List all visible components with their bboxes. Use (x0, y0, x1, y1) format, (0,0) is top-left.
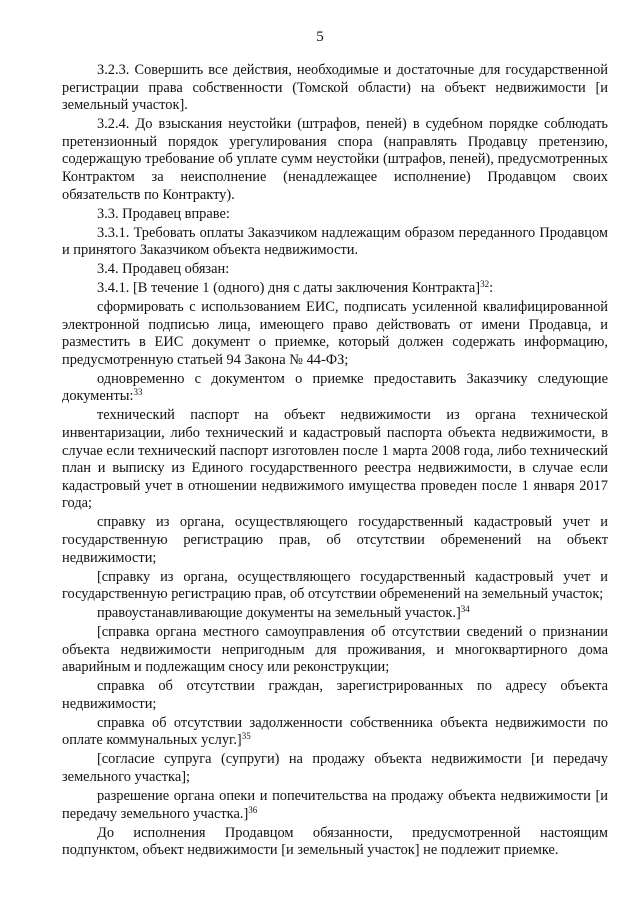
footnote-ref: 35 (241, 731, 251, 742)
paragraph-text: правоустанавливающие документы на земельный участок.] (97, 605, 461, 622)
paragraph-text: 3.2.3. Совершить все действия, необходимые и достаточные для государственной регистрации права собственности (Томской области) на объект недвижимости [и земельный участок]. (62, 62, 608, 114)
paragraph-spravka-land (62, 569, 608, 604)
paragraph-text: 3.4.1. [В течение 1 (одного) дня с даты заключения Контракта] (97, 280, 481, 297)
paragraph-3-4 (62, 261, 608, 279)
paragraph-text: 3.3.1. Требовать оплаты Заказчиком надлежащим образом переданного Продавцом и принятого Заказчиком объекта недвижимости. (62, 224, 608, 259)
paragraph-text: 3.2.4. До взыскания неустойки (штрафов, пеней) в судебном порядке соблюдать претензионный порядок урегулирования спора (направлять Продавцу претензию, содержащую требование об уплате сумм неустойки (штрафов, пеней), предусмотренных Контрактом за неисполнение (ненадлежащее исполнение) Продавцом своих обязательств по Контракту). (62, 116, 608, 203)
paragraph-techpass (62, 407, 608, 513)
paragraph-3-4-1 (62, 280, 608, 298)
paragraph-3-3 (62, 206, 608, 224)
paragraph-zadolzh (62, 715, 608, 750)
footnote-ref: 34 (460, 604, 470, 615)
document-body (62, 62, 608, 861)
paragraph-do-isp (62, 825, 608, 860)
paragraph-text: справка об отсутствии задолженности собственника объекта недвижимости по оплате коммунальных услуг.] (62, 714, 608, 749)
paragraph-pravo (62, 605, 608, 623)
footnote-ref: 32 (480, 279, 490, 290)
paragraph-3-2-3 (62, 62, 608, 115)
paragraph-text: 3.3. Продавец вправе: (97, 205, 230, 222)
paragraph-text: 3.4. Продавец обязан: (97, 261, 230, 278)
footnote-ref: 36 (248, 804, 258, 815)
paragraph-spravka-obj (62, 514, 608, 567)
paragraph-opeka (62, 788, 608, 823)
footnote-ref: 33 (133, 387, 143, 398)
paragraph-text: сформировать с использованием ЕИС, подписать усиленной квалифицированной электронной подписью лица, имеющего право действовать от имени Продавца, и разместить в ЕИС документ о приемке, который должен содержать информацию, предусмотренную статьей 94 Закона № 44-ФЗ; (62, 299, 608, 368)
paragraph-supruga (62, 751, 608, 786)
paragraph-tail: : (489, 280, 494, 297)
paragraph-text: До исполнения Продавцом обязанности, предусмотренной настоящим подпунктом, объект недвижимости [и земельный участок] не подлежит приемке. (62, 824, 608, 859)
paragraph-text: технический паспорт на объект недвижимости из органа технической инвентаризации, либо технический и кадастровый паспорта объекта недвижимости, в случае если технический паспорт изготовлен после 1 марта 2008 года, либо технический план и выписку из Единого государственного реестра недвижимости, в случае если кадастровый учет в отношении недвижимого имущества проведен после 1 января 2017 года; (62, 407, 608, 512)
paragraph-text: разрешение органа опеки и попечительства на продажу объекта недвижимости [и передачу земельного участка.] (62, 788, 608, 822)
paragraph-3-2-4 (62, 116, 608, 204)
paragraph-text: справка об отсутствии граждан, зарегистрированных по адресу объекта недвижимости; (62, 678, 608, 712)
paragraph-simult (62, 371, 608, 406)
page-number: 5 (316, 29, 324, 45)
paragraph-form (62, 299, 608, 369)
paragraph-text: [согласие супруга (супруги) на продажу объекта недвижимости [и передачу земельного участка]; (62, 751, 608, 786)
paragraph-text: справку из органа, осуществляющего государственный кадастровый учет и государственную регистрацию прав, об отсутствии обременений на объект недвижимости; (62, 514, 608, 566)
paragraph-grazhd (62, 678, 608, 713)
paragraph-mestn (62, 624, 608, 677)
paragraph-3-3-1 (62, 225, 608, 260)
paragraph-text: одновременно с документом о приемке предоставить Заказчику следующие документы: (62, 370, 608, 405)
paragraph-text: [справку из органа, осуществляющего государственный кадастровый учет и государственную регистрацию прав, об отсутствии обременений на земельный участок; (62, 568, 608, 603)
paragraph-text: [справка органа местного самоуправления об отсутствии сведений о признании объекта недвижимости непригодным для проживания, и многоквартирного дома аварийным и подлежащим сносу или реконструкции; (62, 624, 608, 676)
